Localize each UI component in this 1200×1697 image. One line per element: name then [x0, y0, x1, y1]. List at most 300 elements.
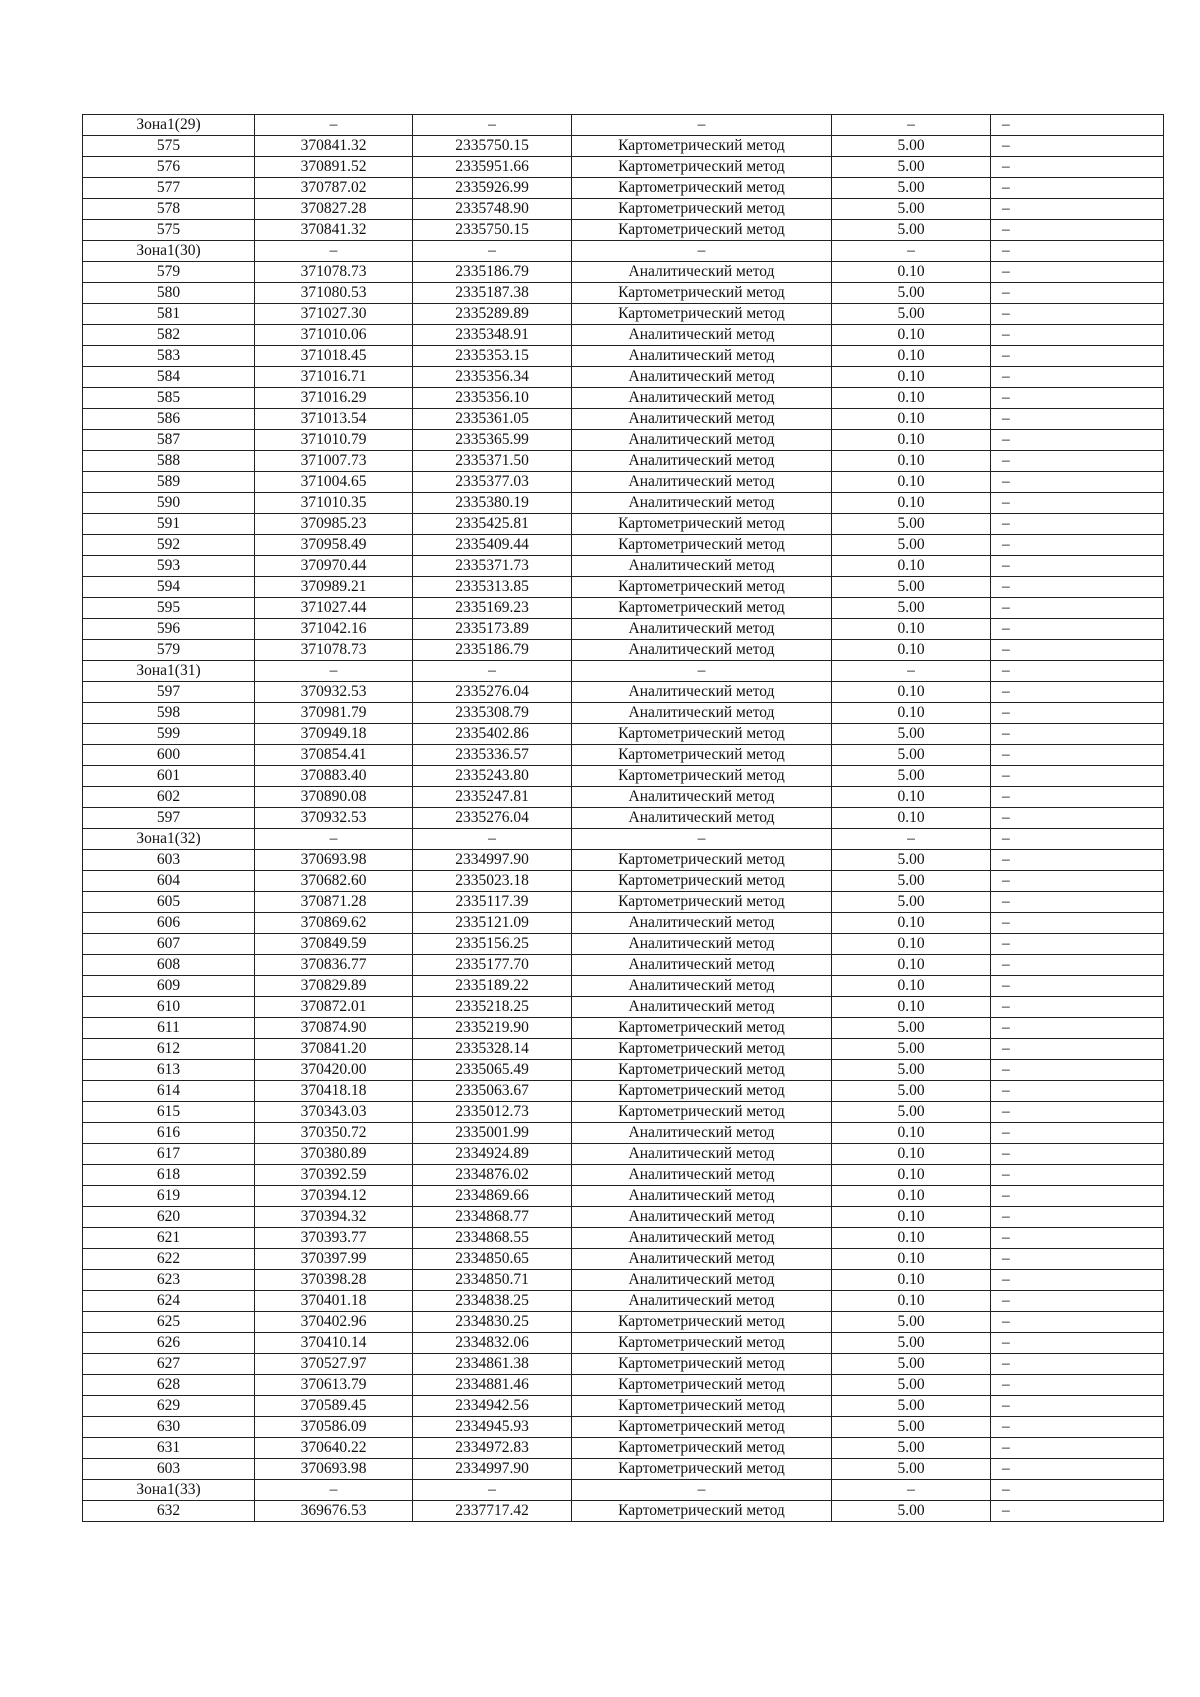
method-cell: Аналитический метод: [572, 556, 832, 577]
note-cell: –: [991, 535, 1164, 556]
accuracy-cell: 5.00: [832, 1312, 991, 1333]
table-row: [83, 1396, 1164, 1417]
table-row: [83, 1270, 1164, 1291]
table-row: [83, 1459, 1164, 1480]
point-number-cell: 603: [83, 1459, 255, 1480]
point-number-cell: 607: [83, 934, 255, 955]
method-cell: Аналитический метод: [572, 619, 832, 640]
y-coordinate-cell: 2334942.56: [413, 1396, 572, 1417]
x-coordinate-cell: 371078.73: [255, 640, 413, 661]
method-cell: Картометрический метод: [572, 724, 832, 745]
note-cell: –: [991, 1354, 1164, 1375]
accuracy-cell: 5.00: [832, 1396, 991, 1417]
point-number-cell: 595: [83, 598, 255, 619]
x-coordinate-cell: 370841.32: [255, 220, 413, 241]
accuracy-cell: 5.00: [832, 514, 991, 535]
point-number-cell: 593: [83, 556, 255, 577]
y-coordinate-cell: 2335371.73: [413, 556, 572, 577]
point-number-cell: 618: [83, 1165, 255, 1186]
point-number-cell: 582: [83, 325, 255, 346]
note-cell: –: [991, 787, 1164, 808]
accuracy-cell: 0.10: [832, 262, 991, 283]
table-row: [83, 346, 1164, 367]
y-coordinate-cell: –: [413, 661, 572, 682]
y-coordinate-cell: 2335750.15: [413, 220, 572, 241]
note-cell: –: [991, 934, 1164, 955]
accuracy-cell: 0.10: [832, 1270, 991, 1291]
note-cell: –: [991, 367, 1164, 388]
method-cell: Аналитический метод: [572, 913, 832, 934]
y-coordinate-cell: 2335353.15: [413, 346, 572, 367]
accuracy-cell: 0.10: [832, 934, 991, 955]
accuracy-cell: 5.00: [832, 304, 991, 325]
point-number-cell: 599: [83, 724, 255, 745]
note-cell: –: [991, 325, 1164, 346]
table-row: [83, 1312, 1164, 1333]
accuracy-cell: 0.10: [832, 955, 991, 976]
x-coordinate-cell: 370932.53: [255, 808, 413, 829]
y-coordinate-cell: 2334868.55: [413, 1228, 572, 1249]
table-row: [83, 577, 1164, 598]
point-number-cell: 586: [83, 409, 255, 430]
accuracy-cell: 5.00: [832, 1333, 991, 1354]
method-cell: Картометрический метод: [572, 283, 832, 304]
y-coordinate-cell: 2334997.90: [413, 1459, 572, 1480]
method-cell: Картометрический метод: [572, 220, 832, 241]
x-coordinate-cell: 370949.18: [255, 724, 413, 745]
y-coordinate-cell: 2335117.39: [413, 892, 572, 913]
y-coordinate-cell: 2335380.19: [413, 493, 572, 514]
accuracy-cell: 0.10: [832, 388, 991, 409]
accuracy-cell: 0.10: [832, 808, 991, 829]
y-coordinate-cell: 2335065.49: [413, 1060, 572, 1081]
x-coordinate-cell: 370841.20: [255, 1039, 413, 1060]
accuracy-cell: 0.10: [832, 787, 991, 808]
note-cell: –: [991, 1207, 1164, 1228]
y-coordinate-cell: 2334838.25: [413, 1291, 572, 1312]
table-row: [83, 1291, 1164, 1312]
x-coordinate-cell: 370418.18: [255, 1081, 413, 1102]
point-number-cell: 624: [83, 1291, 255, 1312]
point-number-cell: Зона1(29): [83, 115, 255, 136]
method-cell: Аналитический метод: [572, 808, 832, 829]
accuracy-cell: 5.00: [832, 157, 991, 178]
accuracy-cell: 0.10: [832, 1144, 991, 1165]
note-cell: –: [991, 472, 1164, 493]
table-row: [83, 1501, 1164, 1522]
note-cell: –: [991, 1459, 1164, 1480]
note-cell: –: [991, 1333, 1164, 1354]
method-cell: Картометрический метод: [572, 1354, 832, 1375]
table-row: [83, 1207, 1164, 1228]
point-number-cell: 626: [83, 1333, 255, 1354]
table-row: [83, 514, 1164, 535]
point-number-cell: 622: [83, 1249, 255, 1270]
point-number-cell: 585: [83, 388, 255, 409]
y-coordinate-cell: 2335218.25: [413, 997, 572, 1018]
note-cell: –: [991, 619, 1164, 640]
point-number-cell: 606: [83, 913, 255, 934]
accuracy-cell: 5.00: [832, 220, 991, 241]
y-coordinate-cell: 2335187.38: [413, 283, 572, 304]
accuracy-cell: 5.00: [832, 1081, 991, 1102]
table-row: [83, 850, 1164, 871]
table-row: [83, 682, 1164, 703]
accuracy-cell: 0.10: [832, 1228, 991, 1249]
method-cell: Аналитический метод: [572, 409, 832, 430]
method-cell: Картометрический метод: [572, 892, 832, 913]
accuracy-cell: 0.10: [832, 493, 991, 514]
note-cell: –: [991, 157, 1164, 178]
y-coordinate-cell: 2335750.15: [413, 136, 572, 157]
method-cell: Аналитический метод: [572, 325, 832, 346]
accuracy-cell: 5.00: [832, 283, 991, 304]
y-coordinate-cell: 2335365.99: [413, 430, 572, 451]
method-cell: Аналитический метод: [572, 1123, 832, 1144]
x-coordinate-cell: 371007.73: [255, 451, 413, 472]
x-coordinate-cell: 370394.12: [255, 1186, 413, 1207]
method-cell: Картометрический метод: [572, 304, 832, 325]
point-number-cell: 613: [83, 1060, 255, 1081]
note-cell: –: [991, 598, 1164, 619]
table-row: [83, 304, 1164, 325]
method-cell: Картометрический метод: [572, 136, 832, 157]
y-coordinate-cell: 2335308.79: [413, 703, 572, 724]
x-coordinate-cell: 370586.09: [255, 1417, 413, 1438]
accuracy-cell: 0.10: [832, 640, 991, 661]
x-coordinate-cell: 370613.79: [255, 1375, 413, 1396]
y-coordinate-cell: 2337717.42: [413, 1501, 572, 1522]
note-cell: –: [991, 493, 1164, 514]
note-cell: –: [991, 745, 1164, 766]
accuracy-cell: 0.10: [832, 1291, 991, 1312]
x-coordinate-cell: 371010.06: [255, 325, 413, 346]
y-coordinate-cell: 2335243.80: [413, 766, 572, 787]
point-number-cell: 617: [83, 1144, 255, 1165]
note-cell: –: [991, 220, 1164, 241]
method-cell: Аналитический метод: [572, 493, 832, 514]
x-coordinate-cell: –: [255, 1480, 413, 1501]
table-row: [83, 1249, 1164, 1270]
table-row: [83, 325, 1164, 346]
point-number-cell: 611: [83, 1018, 255, 1039]
method-cell: –: [572, 1480, 832, 1501]
point-number-cell: 602: [83, 787, 255, 808]
x-coordinate-cell: 370970.44: [255, 556, 413, 577]
note-cell: –: [991, 808, 1164, 829]
y-coordinate-cell: –: [413, 115, 572, 136]
method-cell: Аналитический метод: [572, 1228, 832, 1249]
y-coordinate-cell: 2334924.89: [413, 1144, 572, 1165]
method-cell: Картометрический метод: [572, 157, 832, 178]
note-cell: –: [991, 577, 1164, 598]
accuracy-cell: 0.10: [832, 976, 991, 997]
note-cell: –: [991, 976, 1164, 997]
y-coordinate-cell: 2335926.99: [413, 178, 572, 199]
note-cell: –: [991, 199, 1164, 220]
x-coordinate-cell: 370393.77: [255, 1228, 413, 1249]
x-coordinate-cell: 370401.18: [255, 1291, 413, 1312]
method-cell: Аналитический метод: [572, 367, 832, 388]
y-coordinate-cell: 2335186.79: [413, 640, 572, 661]
y-coordinate-cell: 2335173.89: [413, 619, 572, 640]
point-number-cell: 612: [83, 1039, 255, 1060]
accuracy-cell: 0.10: [832, 367, 991, 388]
table-row: [83, 157, 1164, 178]
x-coordinate-cell: 371010.79: [255, 430, 413, 451]
point-number-cell: 608: [83, 955, 255, 976]
y-coordinate-cell: 2335425.81: [413, 514, 572, 535]
note-cell: –: [991, 1438, 1164, 1459]
table-row: [83, 997, 1164, 1018]
table-row: [83, 1375, 1164, 1396]
y-coordinate-cell: 2335121.09: [413, 913, 572, 934]
method-cell: Аналитический метод: [572, 976, 832, 997]
table-row: [83, 283, 1164, 304]
point-number-cell: Зона1(33): [83, 1480, 255, 1501]
x-coordinate-cell: 370890.08: [255, 787, 413, 808]
method-cell: Аналитический метод: [572, 1291, 832, 1312]
y-coordinate-cell: 2335177.70: [413, 955, 572, 976]
y-coordinate-cell: 2334832.06: [413, 1333, 572, 1354]
accuracy-cell: 5.00: [832, 850, 991, 871]
method-cell: Картометрический метод: [572, 1459, 832, 1480]
accuracy-cell: 0.10: [832, 682, 991, 703]
method-cell: Картометрический метод: [572, 1060, 832, 1081]
zone-header-row: [83, 661, 1164, 682]
x-coordinate-cell: 371016.29: [255, 388, 413, 409]
note-cell: –: [991, 1270, 1164, 1291]
point-number-cell: 594: [83, 577, 255, 598]
accuracy-cell: 5.00: [832, 598, 991, 619]
y-coordinate-cell: 2335001.99: [413, 1123, 572, 1144]
y-coordinate-cell: 2335189.22: [413, 976, 572, 997]
method-cell: Картометрический метод: [572, 1312, 832, 1333]
method-cell: Картометрический метод: [572, 871, 832, 892]
accuracy-cell: 0.10: [832, 619, 991, 640]
method-cell: Аналитический метод: [572, 682, 832, 703]
x-coordinate-cell: 371013.54: [255, 409, 413, 430]
accuracy-cell: 0.10: [832, 703, 991, 724]
method-cell: Аналитический метод: [572, 1144, 832, 1165]
method-cell: Аналитический метод: [572, 934, 832, 955]
accuracy-cell: 5.00: [832, 724, 991, 745]
note-cell: –: [991, 1228, 1164, 1249]
zone-header-row: [83, 1480, 1164, 1501]
note-cell: –: [991, 1480, 1164, 1501]
method-cell: Аналитический метод: [572, 451, 832, 472]
y-coordinate-cell: 2334850.71: [413, 1270, 572, 1291]
table-row: [83, 1039, 1164, 1060]
method-cell: Аналитический метод: [572, 262, 832, 283]
y-coordinate-cell: 2335219.90: [413, 1018, 572, 1039]
table-row: [83, 1333, 1164, 1354]
table-row: [83, 178, 1164, 199]
point-number-cell: 597: [83, 682, 255, 703]
table-row: [83, 955, 1164, 976]
x-coordinate-cell: 370989.21: [255, 577, 413, 598]
accuracy-cell: –: [832, 829, 991, 850]
method-cell: Аналитический метод: [572, 787, 832, 808]
method-cell: Картометрический метод: [572, 598, 832, 619]
table-row: [83, 367, 1164, 388]
y-coordinate-cell: 2335356.10: [413, 388, 572, 409]
x-coordinate-cell: 371016.71: [255, 367, 413, 388]
table-row: [83, 619, 1164, 640]
method-cell: Аналитический метод: [572, 1186, 832, 1207]
point-number-cell: 631: [83, 1438, 255, 1459]
x-coordinate-cell: 370693.98: [255, 850, 413, 871]
accuracy-cell: 5.00: [832, 1438, 991, 1459]
point-number-cell: 627: [83, 1354, 255, 1375]
x-coordinate-cell: 370981.79: [255, 703, 413, 724]
x-coordinate-cell: 370398.28: [255, 1270, 413, 1291]
accuracy-cell: 5.00: [832, 1354, 991, 1375]
y-coordinate-cell: 2335371.50: [413, 451, 572, 472]
point-number-cell: Зона1(32): [83, 829, 255, 850]
method-cell: Аналитический метод: [572, 472, 832, 493]
note-cell: –: [991, 682, 1164, 703]
accuracy-cell: 0.10: [832, 1165, 991, 1186]
x-coordinate-cell: 369676.53: [255, 1501, 413, 1522]
note-cell: –: [991, 1144, 1164, 1165]
x-coordinate-cell: –: [255, 241, 413, 262]
table-row: [83, 871, 1164, 892]
y-coordinate-cell: 2334869.66: [413, 1186, 572, 1207]
note-cell: –: [991, 430, 1164, 451]
method-cell: Картометрический метод: [572, 1102, 832, 1123]
accuracy-cell: 5.00: [832, 178, 991, 199]
method-cell: Картометрический метод: [572, 1501, 832, 1522]
accuracy-cell: 0.10: [832, 1186, 991, 1207]
table-row: [83, 535, 1164, 556]
accuracy-cell: 0.10: [832, 1123, 991, 1144]
note-cell: –: [991, 1375, 1164, 1396]
method-cell: Картометрический метод: [572, 766, 832, 787]
accuracy-cell: 5.00: [832, 199, 991, 220]
table-row: [83, 1354, 1164, 1375]
table-row: [83, 745, 1164, 766]
y-coordinate-cell: 2334876.02: [413, 1165, 572, 1186]
note-cell: –: [991, 997, 1164, 1018]
method-cell: Картометрический метод: [572, 850, 832, 871]
table-row: [83, 262, 1164, 283]
method-cell: Картометрический метод: [572, 514, 832, 535]
point-number-cell: 629: [83, 1396, 255, 1417]
note-cell: –: [991, 1018, 1164, 1039]
accuracy-cell: 5.00: [832, 766, 991, 787]
coordinates-table-body: [83, 115, 1164, 1522]
y-coordinate-cell: 2335748.90: [413, 199, 572, 220]
coordinates-table: [82, 114, 1164, 1522]
table-row: [83, 136, 1164, 157]
method-cell: Аналитический метод: [572, 430, 832, 451]
point-number-cell: 584: [83, 367, 255, 388]
x-coordinate-cell: 370693.98: [255, 1459, 413, 1480]
note-cell: –: [991, 1081, 1164, 1102]
note-cell: –: [991, 1165, 1164, 1186]
x-coordinate-cell: 370849.59: [255, 934, 413, 955]
table-row: [83, 1186, 1164, 1207]
method-cell: Аналитический метод: [572, 1270, 832, 1291]
note-cell: –: [991, 913, 1164, 934]
accuracy-cell: 0.10: [832, 346, 991, 367]
y-coordinate-cell: 2335063.67: [413, 1081, 572, 1102]
note-cell: –: [991, 262, 1164, 283]
table-row: [83, 556, 1164, 577]
y-coordinate-cell: 2335169.23: [413, 598, 572, 619]
point-number-cell: 614: [83, 1081, 255, 1102]
note-cell: –: [991, 556, 1164, 577]
x-coordinate-cell: 370682.60: [255, 871, 413, 892]
y-coordinate-cell: 2335289.89: [413, 304, 572, 325]
zone-header-row: [83, 829, 1164, 850]
method-cell: –: [572, 115, 832, 136]
x-coordinate-cell: 370874.90: [255, 1018, 413, 1039]
y-coordinate-cell: 2335951.66: [413, 157, 572, 178]
method-cell: Аналитический метод: [572, 1249, 832, 1270]
table-row: [83, 976, 1164, 997]
accuracy-cell: 5.00: [832, 1102, 991, 1123]
point-number-cell: 625: [83, 1312, 255, 1333]
accuracy-cell: 0.10: [832, 913, 991, 934]
table-row: [83, 892, 1164, 913]
method-cell: Картометрический метод: [572, 1018, 832, 1039]
table-row: [83, 1144, 1164, 1165]
accuracy-cell: –: [832, 241, 991, 262]
y-coordinate-cell: 2335361.05: [413, 409, 572, 430]
y-coordinate-cell: 2334945.93: [413, 1417, 572, 1438]
y-coordinate-cell: 2335336.57: [413, 745, 572, 766]
note-cell: –: [991, 724, 1164, 745]
x-coordinate-cell: 370589.45: [255, 1396, 413, 1417]
x-coordinate-cell: 370891.52: [255, 157, 413, 178]
table-row: [83, 1165, 1164, 1186]
point-number-cell: 615: [83, 1102, 255, 1123]
point-number-cell: 600: [83, 745, 255, 766]
x-coordinate-cell: 370985.23: [255, 514, 413, 535]
point-number-cell: 578: [83, 199, 255, 220]
point-number-cell: 623: [83, 1270, 255, 1291]
x-coordinate-cell: 371010.35: [255, 493, 413, 514]
table-row: [83, 220, 1164, 241]
y-coordinate-cell: 2335276.04: [413, 808, 572, 829]
point-number-cell: 579: [83, 640, 255, 661]
accuracy-cell: 5.00: [832, 745, 991, 766]
point-number-cell: 577: [83, 178, 255, 199]
y-coordinate-cell: 2335409.44: [413, 535, 572, 556]
y-coordinate-cell: 2334850.65: [413, 1249, 572, 1270]
accuracy-cell: –: [832, 1480, 991, 1501]
point-number-cell: 575: [83, 136, 255, 157]
note-cell: –: [991, 871, 1164, 892]
y-coordinate-cell: 2335186.79: [413, 262, 572, 283]
table-row: [83, 1060, 1164, 1081]
note-cell: –: [991, 892, 1164, 913]
note-cell: –: [991, 1291, 1164, 1312]
table-row: [83, 934, 1164, 955]
note-cell: –: [991, 514, 1164, 535]
table-row: [83, 808, 1164, 829]
x-coordinate-cell: 370350.72: [255, 1123, 413, 1144]
note-cell: –: [991, 1501, 1164, 1522]
x-coordinate-cell: 370343.03: [255, 1102, 413, 1123]
method-cell: Аналитический метод: [572, 640, 832, 661]
x-coordinate-cell: 370836.77: [255, 955, 413, 976]
point-number-cell: Зона1(31): [83, 661, 255, 682]
x-coordinate-cell: 370787.02: [255, 178, 413, 199]
accuracy-cell: 0.10: [832, 472, 991, 493]
